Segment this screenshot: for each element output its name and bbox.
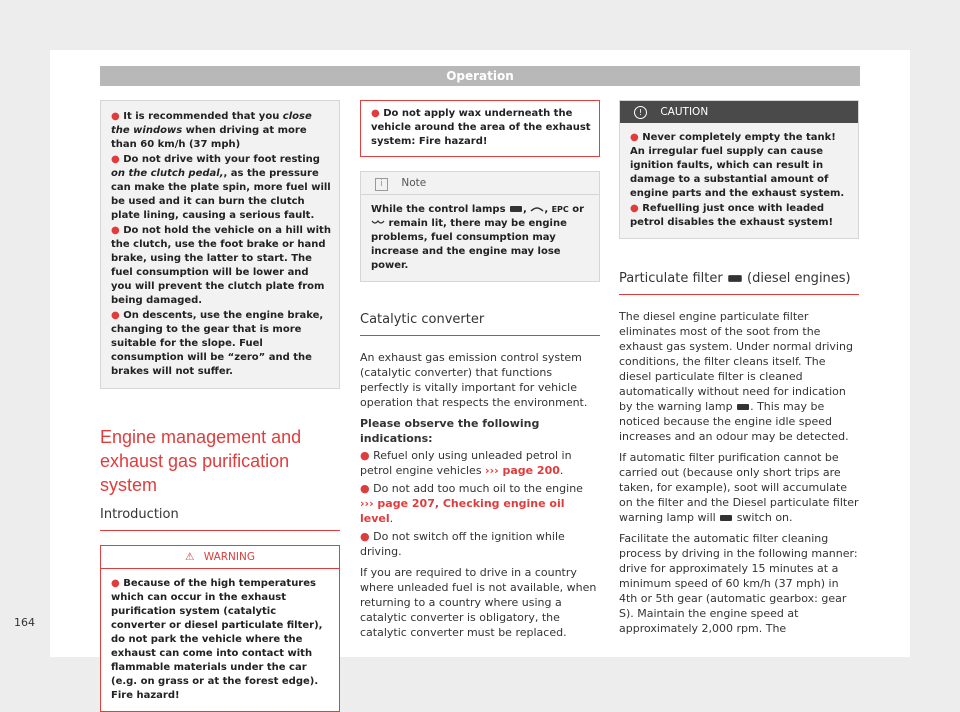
bullet-icon: ● (111, 154, 120, 165)
warning-header: ⚠ WARNING (101, 546, 339, 569)
particulate-body (619, 309, 859, 636)
info-icon: i (375, 178, 388, 191)
bullet-icon: ● (630, 132, 639, 143)
column-right (619, 100, 859, 642)
paragraph: The diesel engine particulate filter eliminates most of the soot from the exhaust gas system. Under normal driving conditions, the filter cleans itself. The diesel particulate filter is cleaned automatically without need for indication by the warning lamp . This may be noticed because the engine idle speed increases and an odour may be detected. (619, 310, 853, 443)
warning-triangle-icon: ⚠ (185, 551, 195, 563)
bullet-icon: ● (111, 310, 120, 321)
bullet-icon: ● (630, 203, 639, 214)
particulate-filter-icon (719, 514, 733, 522)
tips-box (100, 100, 340, 389)
fire-box: ● Do not apply wax underneath the vehicle around the area of the exhaust system: Fire hazard! (360, 100, 600, 157)
note-header: i Note (361, 172, 599, 195)
caution-item: ● Never completely empty the tank! An irregular fuel supply can cause ignition faults, which can result in damage to a substantial amount of engine parts and the exhaust system. (630, 132, 845, 199)
subsection-introduction: Introduction (100, 501, 340, 531)
list-item: ● Do not switch off the ignition while driving. (360, 530, 565, 558)
note-body: While the control lamps , , EPC or remain lit, there may be engine problems, fuel consumption may increase and the engine may lose power. (371, 204, 585, 271)
paragraph: Facilitate the automatic filter cleaning process by driving in the following manner: drive for approximately 15 minutes at a minimum speed of 60 km/h (37 mph) in 4th or 5th gear (automatic gearbox: gear S). Maintain the engine speed at approximately 2,000 rpm. The (619, 532, 858, 635)
bullet-icon: ● (360, 482, 370, 495)
bullet-icon: ● (371, 108, 380, 119)
caution-icon: ! (634, 106, 647, 119)
caution-body (620, 123, 858, 238)
subsection-catalytic-converter: Catalytic converter (360, 306, 600, 336)
caution-header: ! CAUTION (620, 101, 858, 123)
bullet-icon: ● (111, 225, 120, 236)
glow-plug-icon (371, 219, 385, 227)
page-header: Operation (100, 66, 860, 86)
tip-item: ● On descents, use the engine brake, changing to the gear that is more suitable for the slope. Fuel consumption will be “zero” and the brakes will not suffer. (111, 310, 324, 377)
column-left (100, 100, 340, 712)
page-number: 164 (14, 616, 35, 629)
page-sheet (14, 50, 910, 701)
list-item: ● Refuel only using unleaded petrol in petrol engine vehicles ››› page 200. (360, 449, 572, 477)
paragraph: If automatic filter purification cannot be carried out (because only short trips are taken, for example), soot will accumulate on the filter and the Diesel particulate filter warning lamp will switch on. (619, 451, 859, 524)
engine-icon (530, 205, 544, 213)
bullet-icon: ● (111, 578, 120, 589)
particulate-filter-icon (509, 205, 523, 213)
caution-item: ● Refuelling just once with leaded petrol disables the exhaust system! (630, 203, 834, 228)
observe-label: Please observe the following indications: (360, 417, 540, 445)
tip-item: ● It is recommended that you close the windows when driving at more than 60 km/h (37 mph) (111, 111, 312, 150)
subsection-particulate-filter: Particulate filter (diesel engines) (619, 265, 859, 295)
warning-box (100, 545, 340, 712)
list-item: ● Do not add too much oil to the engine ››› page 207, Checking engine oil level. (360, 482, 583, 525)
caution-box (619, 100, 859, 239)
warning-body: ● Because of the high temperatures which can occur in the exhaust purification system (catalytic converter or diesel particulate filter), do not park the vehicle where the exhaust can come into contact with flammable materials under the car (e.g. on grass or at the forest edge). Fire hazard! (111, 578, 323, 701)
column-middle (360, 100, 600, 646)
tip-item: ● Do not hold the vehicle on a hill with the clutch, use the foot brake or hand brake, using the latter to start. The fuel consumption will be lower and you will prevent the clutch plate from being damaged. (111, 225, 331, 306)
bullet-icon: ● (360, 449, 370, 462)
section-title: Engine management and exhaust gas purification system (100, 427, 302, 495)
page-link[interactable]: ››› page 200 (485, 464, 560, 477)
particulate-filter-icon (736, 403, 750, 411)
particulate-filter-icon (727, 274, 743, 283)
bullet-icon: ● (111, 111, 120, 122)
epc-icon: EPC (551, 205, 569, 214)
page-link[interactable]: ››› page 207, Checking engine oil level (360, 497, 565, 525)
note-box (360, 171, 600, 282)
bullet-icon: ● (360, 530, 370, 543)
catalytic-body: An exhaust gas emission control system (catalytic converter) that functions perfectly is vitally important for vehicle operation that respects the environment. Please observe the following indications: ● Refuel only using unleaded petrol in petrol engine vehicles ››› page 200. ● Do not add too much oil to the engine ››› page 207, Checking engine oil level. ● Do not switch off the ignition while driving. If you are required to drive in a country where unleaded fuel is not available, when returning to a country where using a catalytic converter is obligatory, the catalytic converter must be replaced. (360, 350, 600, 640)
tip-item: ● Do not drive with your foot resting on the clutch pedal,, as the pressure can make the plate spin, more fuel will be used and it can burn the clutch plate lining, causing a serious fault. (111, 154, 331, 221)
